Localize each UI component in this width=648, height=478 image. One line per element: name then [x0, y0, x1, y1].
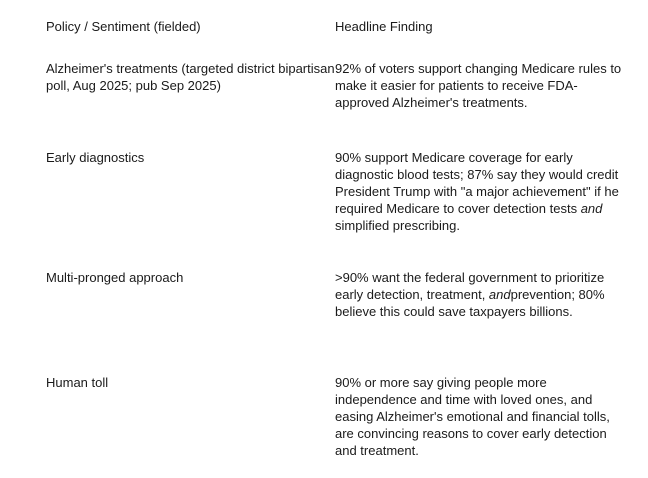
- table-row: [46, 269, 636, 374]
- policy-cell: Multi-pronged approach: [46, 270, 184, 285]
- finding-cell: [335, 149, 625, 269]
- header-policy: Policy / Sentiment (fielded): [46, 19, 201, 34]
- policy-cell: Alzheimer's treatments (targeted district bipartisan poll, Aug 2025; pub Sep 2025): [46, 61, 335, 93]
- finding-emphasis: and: [488, 287, 511, 302]
- finding-emphasis: and: [580, 201, 603, 216]
- finding-text: 90% support Medicare coverage for early diagnostic blood tests; 87% say they would credit President Trump with "a major achievement" if he required Medicare to cover detection tests: [335, 150, 619, 216]
- finding-text: prevention; 80% believe this could save taxpayers billions.: [335, 287, 605, 319]
- table-header-row: [46, 18, 636, 60]
- table-row: [46, 149, 636, 269]
- finding-text: >90% want the federal government to prioritize early detection, treatment,: [335, 270, 605, 302]
- finding-cell: [335, 269, 625, 374]
- finding-text: simplified prescribing.: [335, 218, 460, 233]
- findings-table: [46, 18, 636, 474]
- table-row: [46, 60, 636, 149]
- policy-cell: Human toll: [46, 375, 109, 390]
- policy-cell: Early diagnostics: [46, 150, 145, 165]
- header-finding: Headline Finding: [335, 19, 433, 34]
- finding-cell: 92% of voters support changing Medicare rules to make it easier for patients to receive FDA-approved Alzheimer's treatments.: [335, 61, 622, 110]
- finding-cell: 90% or more say giving people more independence and time with loved ones, and easing Alzheimer's emotional and financial tolls, are convincing reasons to cover early detection and treatment.: [335, 375, 610, 458]
- table-row: [46, 374, 636, 474]
